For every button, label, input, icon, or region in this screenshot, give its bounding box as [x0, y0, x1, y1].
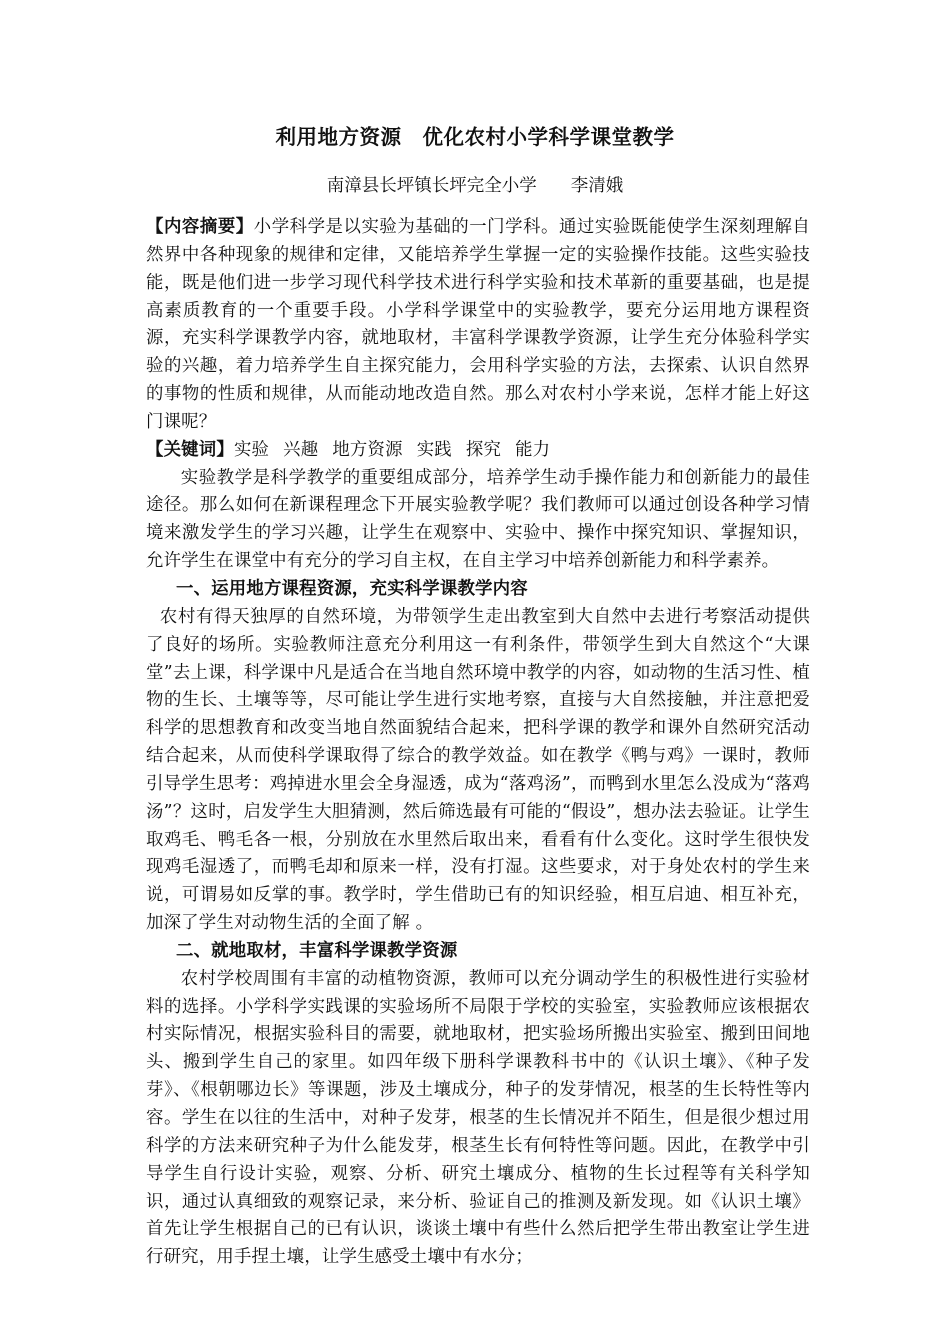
keywords-paragraph [146, 437, 810, 465]
school-name: 南漳县长坪镇长坪完全小学 [326, 176, 537, 196]
abstract-label: 【内容摘要】 [146, 217, 254, 237]
intro-paragraph: 实验教学是科学教学的重要组成部分，培养学生动手操作能力和创新能力的最佳途径。那么如何在新课程理念下开展实验教学呢？我们教师可以通过创设各种学习情境来激发学生的学习兴趣，让学生在观察中、实验中、操作中探究知识、掌握知识，允许学生在课堂中有充分的学习自主权，在自主学习中培养创新能力和科学素养。 [146, 467, 810, 572]
section-1-heading: 一、运用地方课程资源，充实科学课教学内容 [176, 578, 528, 599]
document-body [146, 214, 810, 1272]
keywords-label: 【关键词】 [146, 439, 234, 460]
keyword: 实验 [233, 439, 270, 460]
section-2-heading: 二、就地取材，丰富科学课教学资源 [176, 940, 458, 961]
keyword: 探究 [465, 439, 502, 460]
keyword: 能力 [515, 439, 551, 460]
keyword: 实践 [416, 439, 452, 460]
document-title: 利用地方资源 优化农村小学科学课堂教学 [275, 125, 675, 149]
abstract-text: 小学科学是以实验为基础的一门学科。通过实验既能使学生深刻理解自然界中各种现象的规律和定律，又能培养学生掌握一定的实验操作技能。这些实验技能，既是他们进一步学习现代科学技术进行科学实验和技术革新的重要基础，也是提高素质教育的一个重要手段。小学科学课堂中的实验教学，要充分运用地方课程资源，充实科学课教学内容，就地取材，丰富科学课教学资源，让学生充分体验科学实验的兴趣，着力培养学生自主探究能力，会用科学实验的方法，去探索、认识自然界的事物的性质和规律，从而能动地改造自然。那么对农村小学来说，怎样才能上好这门课呢？ [146, 217, 810, 432]
byline [0, 172, 950, 200]
keyword: 地方资源 [332, 439, 403, 460]
keyword: 兴趣 [283, 439, 319, 460]
section-2-paragraph: 农村学校周围有丰富的动植物资源，教师可以充分调动学生的积极性进行实验材料的选择。小学科学实践课的实验场所不局限于学校的实验室，实验教师应该根据农村实际情况，根据实验科目的需要，就地取材，把实验场所搬出实验室、搬到田间地头、搬到学生自己的家里。如四年级下册科学课教科书中的《认识土壤》、《种子发芽》、《根朝哪边长》等课题，涉及土壤成分，种子的发芽情况，根茎的生长特性等内容。学生在以往的生活中，对种子发芽，根茎的生长情况并不陌生，但是很少想过用科学的方法来研究种子为什么能发芽，根茎生长有何特性等问题。因此，在教学中引导学生自行设计实验，观察、分析、研究土壤成分、植物的生长过程等有关科学知识，通过认真细致的观察记录，来分析、验证自己的推测及新发现。如《认识土壤》首先让学生根据自己的已有认识，谈谈土壤中有些什么然后把学生带出教室让学生进行研究，用手捏土壤，让学生感受土壤中有水分； [146, 968, 810, 1268]
abstract-paragraph [146, 214, 810, 437]
author-name: 李清娥 [570, 176, 624, 196]
section-1-paragraph: 农村有得天独厚的自然环境，为带领学生走出教室到大自然中去进行考察活动提供了良好的场所。实验教师注意充分利用这一有利条件，带领学生到大自然这个“大课堂”去上课，科学课中凡是适合在当地自然环境中教学的内容，如动物的生活习性、植物的生长、土壤等等，尽可能让学生进行实地考察，直接与大自然接触，并注意把爱科学的思想教育和改变当地自然面貌结合起来，把科学课的教学和课外自然研究活动结合起来，从而使科学课取得了综合的教学效益。如在教学《鸭与鸡》一课时，教师引导学生思考：鸡掉进水里会全身湿透，成为“落鸡汤”，而鸭到水里怎么没成为“落鸡汤”？这时，启发学生大胆猜测，然后筛选最有可能的“假设”，想办法去验证。让学生取鸡毛、鸭毛各一根，分别放在水里然后取出来，看看有什么变化。这时学生很快发现鸡毛湿透了，而鸭毛却和原来一样，没有打湿。这些要求，对于身处农村的学生来说，可谓易如反掌的事。教学时，学生借助已有的知识经验，相互启迪、相互补充，加深了学生对动物生活的全面了解 。 [146, 606, 810, 934]
